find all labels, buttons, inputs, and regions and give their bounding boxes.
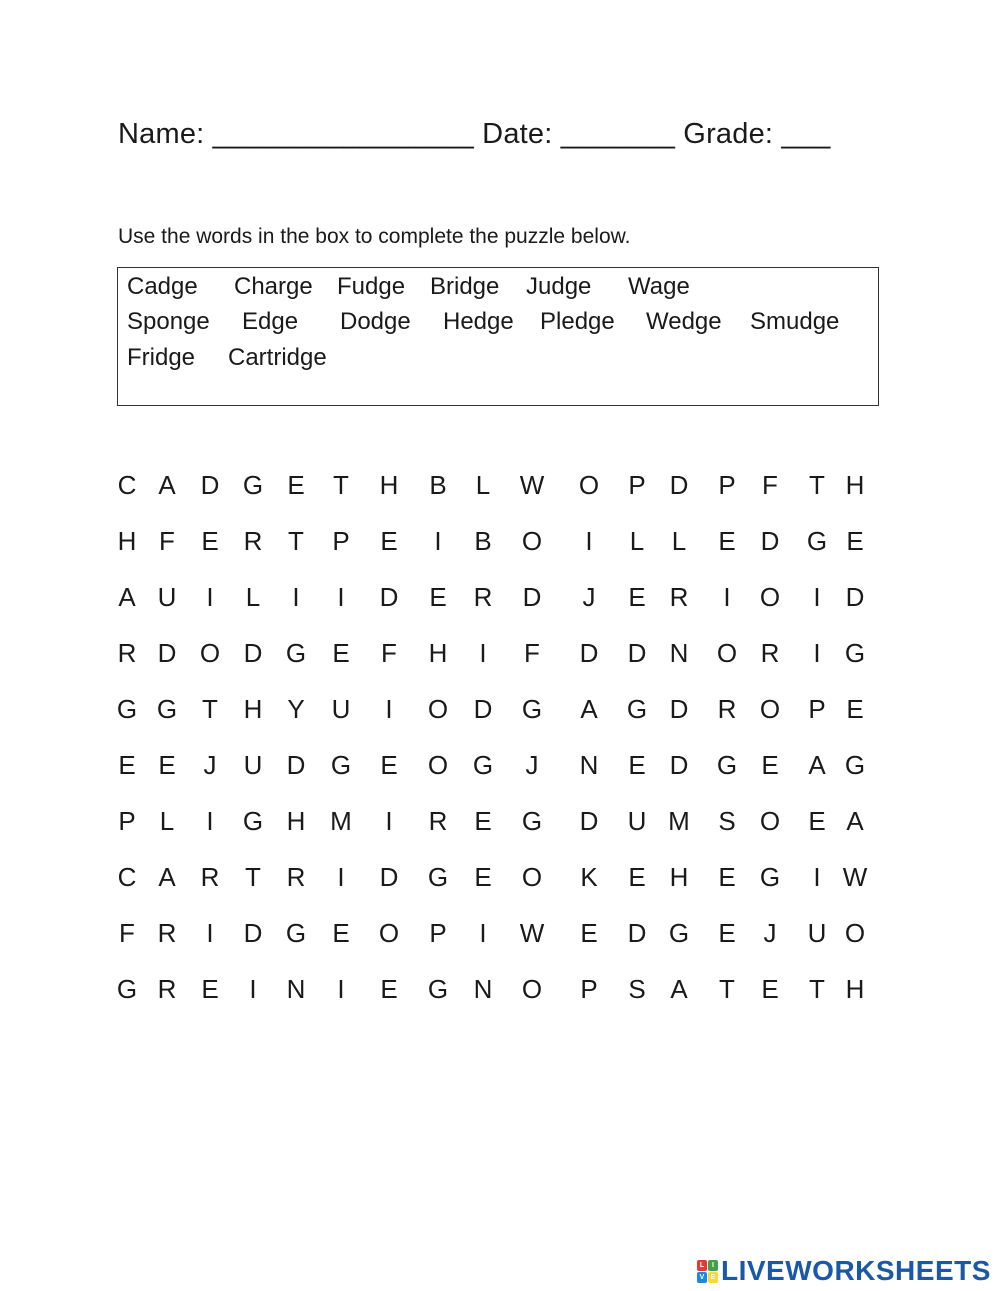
- grid-letter[interactable]: Y: [287, 694, 305, 724]
- grid-letter[interactable]: T: [245, 862, 261, 892]
- grid-letter[interactable]: D: [379, 862, 399, 892]
- grid-letter[interactable]: D: [286, 750, 306, 780]
- grid-letter[interactable]: G: [759, 862, 781, 892]
- grid-letter[interactable]: R: [157, 974, 177, 1004]
- grid-letter[interactable]: R: [157, 918, 177, 948]
- grid-letter[interactable]: R: [760, 638, 780, 668]
- grid-letter[interactable]: G: [427, 862, 449, 892]
- grid-letter[interactable]: P: [718, 470, 736, 500]
- logo-square: E: [708, 1272, 718, 1283]
- grid-letter[interactable]: T: [333, 470, 349, 500]
- grid-letter[interactable]: U: [627, 806, 647, 836]
- grid-letter[interactable]: G: [626, 694, 648, 724]
- grid-letter[interactable]: G: [156, 694, 178, 724]
- grid-letter[interactable]: E: [332, 918, 350, 948]
- grid-letter[interactable]: S: [718, 806, 736, 836]
- grid-letter[interactable]: E: [380, 974, 398, 1004]
- grid-letter[interactable]: W: [842, 862, 868, 892]
- logo-square: I: [708, 1260, 718, 1271]
- word-bank-item: Dodge: [340, 308, 411, 335]
- liveworksheets-logo-icon: [697, 1260, 718, 1283]
- grid-letter[interactable]: O: [427, 694, 449, 724]
- grid-letter[interactable]: R: [117, 638, 137, 668]
- grid-letter[interactable]: F: [119, 918, 135, 948]
- grid-letter[interactable]: H: [669, 862, 689, 892]
- grid-letter[interactable]: I: [385, 694, 393, 724]
- brand-name: LIVEWORKSHEETS: [721, 1255, 991, 1286]
- grid-letter[interactable]: T: [809, 470, 825, 500]
- grid-letter[interactable]: H: [845, 974, 865, 1004]
- grid-letter[interactable]: N: [286, 974, 306, 1004]
- grid-letter[interactable]: I: [206, 582, 214, 612]
- grid-letter[interactable]: I: [337, 582, 345, 612]
- grid-letter[interactable]: I: [813, 638, 821, 668]
- grid-letter[interactable]: E: [332, 638, 350, 668]
- grid-letter[interactable]: O: [521, 526, 543, 556]
- word-bank-item: Wage: [628, 273, 690, 300]
- word-bank-item: Fudge: [337, 273, 406, 300]
- grid-letter[interactable]: I: [337, 862, 345, 892]
- grid-letter[interactable]: G: [521, 694, 543, 724]
- grid-letter[interactable]: E: [474, 862, 492, 892]
- student-info-line: Name: ________________ Date: _______ Grade: ___: [118, 118, 831, 150]
- grid-letter[interactable]: L: [629, 526, 645, 556]
- word-bank-item: Charge: [234, 273, 313, 300]
- grid-letter[interactable]: G: [285, 638, 307, 668]
- word-bank-item: Edge: [242, 308, 299, 335]
- grid-letter[interactable]: D: [760, 526, 780, 556]
- grid-letter[interactable]: L: [475, 470, 491, 500]
- grid-letter[interactable]: D: [845, 582, 865, 612]
- grid-letter[interactable]: D: [200, 470, 220, 500]
- grid-letter[interactable]: N: [579, 750, 599, 780]
- grid-letter[interactable]: I: [206, 918, 214, 948]
- grid-letter[interactable]: L: [159, 806, 175, 836]
- word-bank-item: Wedge: [646, 308, 722, 335]
- grid-letter[interactable]: I: [385, 806, 393, 836]
- grid-letter[interactable]: G: [116, 974, 138, 1004]
- word-bank-item: Judge: [526, 273, 592, 300]
- grid-letter[interactable]: P: [580, 974, 598, 1004]
- grid-letter[interactable]: D: [627, 918, 647, 948]
- grid-letter[interactable]: R: [200, 862, 220, 892]
- grid-letter[interactable]: E: [846, 526, 864, 556]
- grid-letter[interactable]: O: [199, 638, 221, 668]
- grid-letter[interactable]: A: [118, 582, 136, 612]
- grid-letter[interactable]: E: [201, 974, 219, 1004]
- grid-letter[interactable]: G: [285, 918, 307, 948]
- grid-letter[interactable]: A: [670, 974, 688, 1004]
- grid-letter[interactable]: E: [380, 526, 398, 556]
- grid-letter[interactable]: E: [474, 806, 492, 836]
- grid-letter[interactable]: N: [669, 638, 689, 668]
- grid-letter[interactable]: D: [579, 806, 599, 836]
- grid-letter[interactable]: F: [524, 638, 540, 668]
- grid-letter[interactable]: A: [580, 694, 598, 724]
- grid-letter[interactable]: E: [118, 750, 136, 780]
- grid-letter[interactable]: O: [521, 862, 543, 892]
- grid-letter[interactable]: E: [628, 862, 646, 892]
- grid-letter[interactable]: L: [245, 582, 261, 612]
- grid-letter[interactable]: A: [846, 806, 864, 836]
- grid-letter[interactable]: D: [157, 638, 177, 668]
- grid-letter[interactable]: U: [243, 750, 263, 780]
- grid-letter[interactable]: U: [331, 694, 351, 724]
- grid-letter[interactable]: R: [243, 526, 263, 556]
- grid-letter[interactable]: E: [158, 750, 176, 780]
- grid-letter[interactable]: H: [379, 470, 399, 500]
- grid-letter[interactable]: D: [669, 694, 689, 724]
- grid-letter[interactable]: G: [806, 526, 828, 556]
- grid-letter[interactable]: D: [579, 638, 599, 668]
- grid-letter[interactable]: F: [381, 638, 397, 668]
- grid-letter[interactable]: J: [525, 750, 539, 780]
- grid-letter[interactable]: P: [118, 806, 136, 836]
- grid-letter[interactable]: E: [846, 694, 864, 724]
- grid-letter[interactable]: G: [844, 638, 866, 668]
- grid-letter[interactable]: I: [479, 918, 487, 948]
- grid-letter[interactable]: F: [159, 526, 175, 556]
- grid-letter[interactable]: O: [427, 750, 449, 780]
- grid-letter[interactable]: J: [582, 582, 596, 612]
- grid-letter[interactable]: S: [628, 974, 646, 1004]
- grid-letter[interactable]: H: [243, 694, 263, 724]
- grid-letter[interactable]: G: [330, 750, 352, 780]
- grid-letter[interactable]: G: [521, 806, 543, 836]
- grid-letter[interactable]: D: [243, 918, 263, 948]
- grid-letter[interactable]: M: [668, 806, 690, 836]
- grid-letter[interactable]: K: [580, 862, 598, 892]
- grid-letter[interactable]: O: [378, 918, 400, 948]
- grid-letter[interactable]: D: [379, 582, 399, 612]
- grid-letter[interactable]: H: [845, 470, 865, 500]
- grid-letter[interactable]: D: [669, 470, 689, 500]
- grid-letter[interactable]: L: [671, 526, 687, 556]
- grid-letter[interactable]: E: [287, 470, 305, 500]
- grid-letter[interactable]: D: [669, 750, 689, 780]
- grid-letter[interactable]: C: [117, 862, 137, 892]
- grid-letter[interactable]: G: [242, 470, 264, 500]
- grid-letter[interactable]: P: [628, 470, 646, 500]
- grid-letter[interactable]: R: [473, 582, 493, 612]
- grid-letter[interactable]: T: [809, 974, 825, 1004]
- grid-letter[interactable]: O: [759, 806, 781, 836]
- grid-letter[interactable]: D: [522, 582, 542, 612]
- grid-letter[interactable]: E: [718, 862, 736, 892]
- grid-letter[interactable]: E: [761, 750, 779, 780]
- grid-letter[interactable]: H: [117, 526, 137, 556]
- grid-letter[interactable]: E: [808, 806, 826, 836]
- grid-letter[interactable]: O: [759, 694, 781, 724]
- grid-letter[interactable]: I: [723, 582, 731, 612]
- grid-letter[interactable]: U: [157, 582, 177, 612]
- grid-letter[interactable]: G: [844, 750, 866, 780]
- grid-letter[interactable]: I: [249, 974, 257, 1004]
- grid-letter[interactable]: T: [719, 974, 735, 1004]
- grid-letter[interactable]: E: [718, 526, 736, 556]
- grid-letter[interactable]: A: [808, 750, 826, 780]
- word-bank-item: Bridge: [430, 273, 500, 300]
- grid-letter[interactable]: I: [292, 582, 300, 612]
- liveworksheets-footer: [697, 1255, 991, 1287]
- grid-letter[interactable]: D: [243, 638, 263, 668]
- grid-letter[interactable]: A: [158, 470, 176, 500]
- grid-letter[interactable]: E: [761, 974, 779, 1004]
- grid-letter[interactable]: A: [158, 862, 176, 892]
- grid-letter[interactable]: E: [628, 750, 646, 780]
- word-bank-item: Sponge: [127, 308, 210, 335]
- grid-letter[interactable]: G: [116, 694, 138, 724]
- grid-letter[interactable]: I: [585, 526, 593, 556]
- grid-letter[interactable]: J: [203, 750, 217, 780]
- grid-letter[interactable]: D: [627, 638, 647, 668]
- word-bank-item: Smudge: [750, 308, 840, 335]
- grid-letter[interactable]: R: [717, 694, 737, 724]
- grid-letter[interactable]: B: [429, 470, 447, 500]
- grid-letter[interactable]: O: [578, 470, 600, 500]
- grid-letter[interactable]: B: [474, 526, 492, 556]
- word-bank-item: Fridge: [127, 344, 196, 371]
- grid-letter[interactable]: E: [718, 918, 736, 948]
- grid-letter[interactable]: R: [286, 862, 306, 892]
- grid-letter[interactable]: E: [380, 750, 398, 780]
- grid-letter[interactable]: H: [286, 806, 306, 836]
- word-bank-item: Cartridge: [228, 344, 327, 371]
- grid-letter[interactable]: I: [479, 638, 487, 668]
- grid-letter[interactable]: R: [428, 806, 448, 836]
- grid-letter[interactable]: P: [808, 694, 826, 724]
- logo-square: V: [697, 1272, 707, 1283]
- grid-letter[interactable]: O: [716, 638, 738, 668]
- grid-letter[interactable]: J: [763, 918, 777, 948]
- grid-letter[interactable]: T: [288, 526, 304, 556]
- grid-letter[interactable]: T: [202, 694, 218, 724]
- grid-letter[interactable]: P: [429, 918, 447, 948]
- grid-letter[interactable]: F: [762, 470, 778, 500]
- grid-letter[interactable]: C: [117, 470, 137, 500]
- grid-letter[interactable]: G: [242, 806, 264, 836]
- grid-letter[interactable]: M: [330, 806, 352, 836]
- grid-letter[interactable]: I: [337, 974, 345, 1004]
- grid-letter[interactable]: G: [472, 750, 494, 780]
- word-bank-item: Hedge: [443, 308, 514, 335]
- grid-letter[interactable]: N: [473, 974, 493, 1004]
- grid-letter[interactable]: W: [519, 470, 545, 500]
- grid-letter[interactable]: E: [201, 526, 219, 556]
- grid-letter[interactable]: O: [759, 582, 781, 612]
- grid-letter[interactable]: G: [716, 750, 738, 780]
- grid-letter[interactable]: E: [580, 918, 598, 948]
- grid-letter[interactable]: O: [844, 918, 866, 948]
- instructions: Use the words in the box to complete the puzzle below.: [118, 225, 631, 248]
- logo-square: L: [697, 1260, 707, 1271]
- grid-letter[interactable]: O: [521, 974, 543, 1004]
- grid-letter[interactable]: U: [807, 918, 827, 948]
- grid-letter[interactable]: W: [519, 918, 545, 948]
- grid-letter[interactable]: P: [332, 526, 350, 556]
- grid-letter[interactable]: G: [668, 918, 690, 948]
- grid-letter[interactable]: E: [628, 582, 646, 612]
- grid-letter[interactable]: R: [669, 582, 689, 612]
- grid-letter[interactable]: H: [428, 638, 448, 668]
- grid-letter[interactable]: D: [473, 694, 493, 724]
- word-bank-item: Cadge: [127, 273, 198, 300]
- grid-letter[interactable]: I: [813, 862, 821, 892]
- grid-letter[interactable]: I: [206, 806, 214, 836]
- word-bank-item: Pledge: [540, 308, 615, 335]
- grid-letter[interactable]: I: [813, 582, 821, 612]
- grid-letter[interactable]: I: [434, 526, 442, 556]
- grid-letter[interactable]: E: [429, 582, 447, 612]
- grid-letter[interactable]: G: [427, 974, 449, 1004]
